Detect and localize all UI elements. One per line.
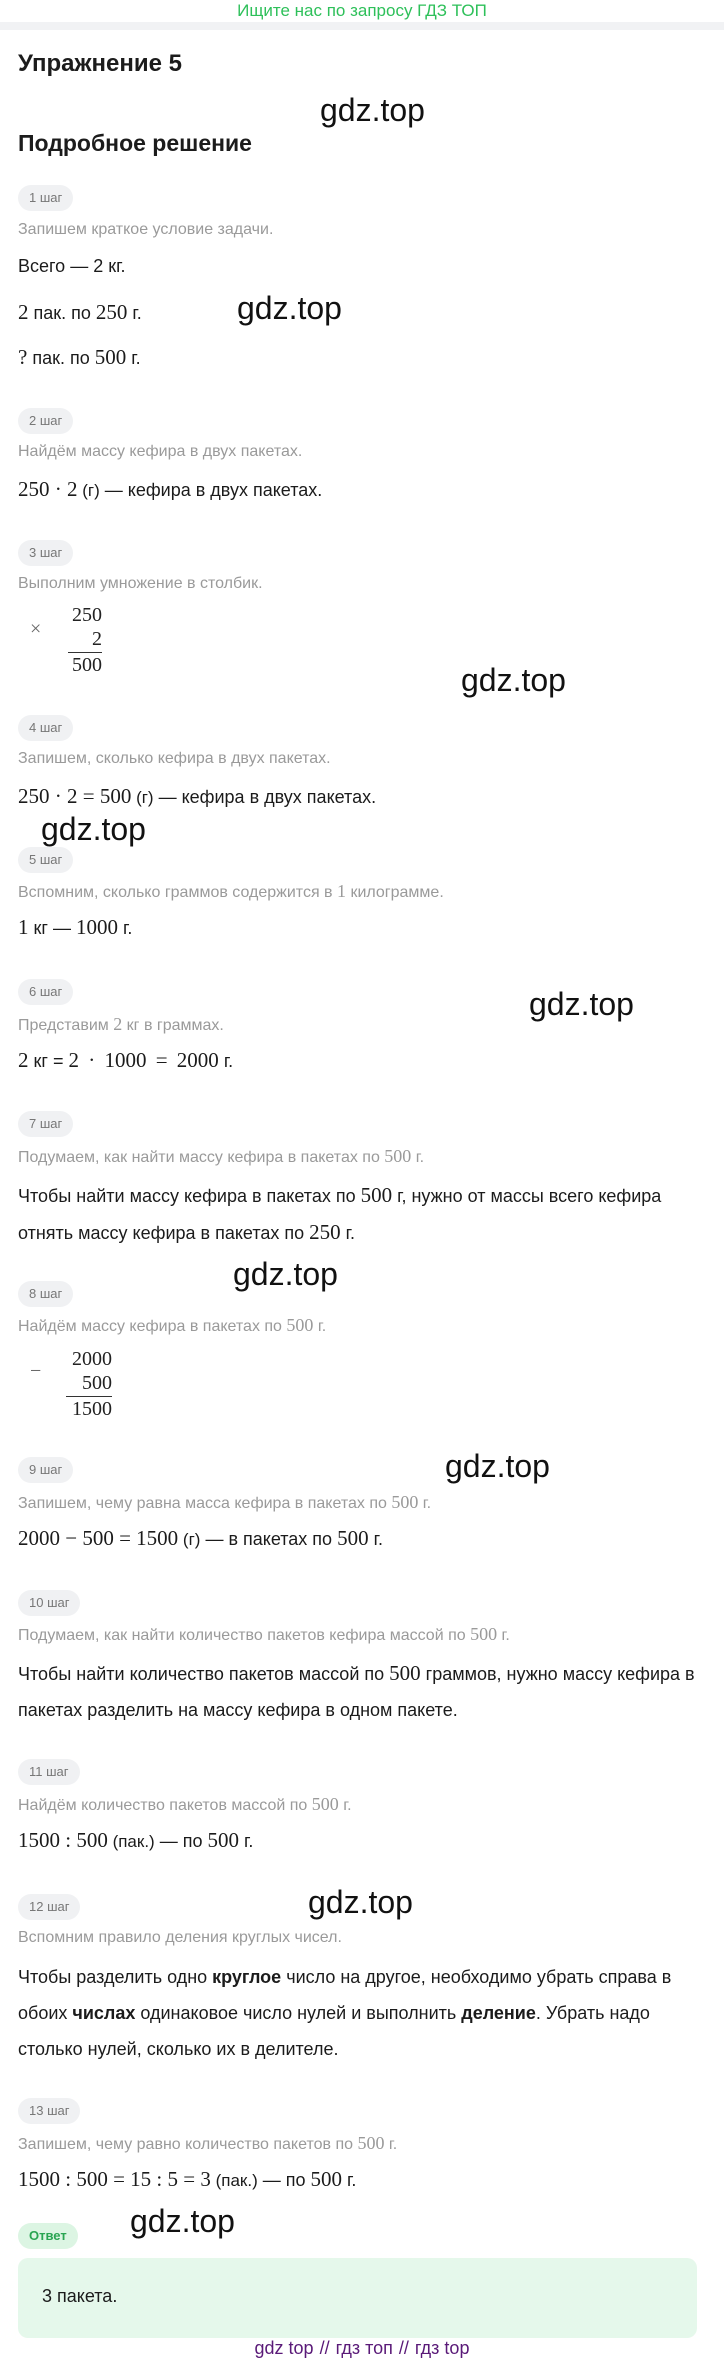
watermark: gdz.top xyxy=(445,1448,550,1484)
text: г. xyxy=(384,2136,398,2153)
text: г. xyxy=(127,303,142,323)
condition-line: Всего — 2 кг. xyxy=(18,256,126,276)
math: 500 xyxy=(389,1661,421,1685)
text: г. xyxy=(338,1797,352,1814)
step-badge: 12 шаг xyxy=(18,1894,80,1920)
step-hint: Найдём массу кефира в двух пакетах. xyxy=(18,443,303,460)
math: 500 xyxy=(337,1526,369,1550)
text: г. xyxy=(411,1149,425,1166)
math: ? xyxy=(18,345,28,369)
explanation xyxy=(18,1655,708,1728)
text: Вспомним, сколько граммов содержится в xyxy=(18,884,337,901)
step-badge: 13 шаг xyxy=(18,2098,80,2124)
text: — в пакетах по xyxy=(200,1529,338,1549)
math: 250 xyxy=(309,1220,341,1244)
math: 500 xyxy=(94,345,127,369)
step-hint xyxy=(18,1794,352,1815)
answer-box xyxy=(18,2258,697,2338)
text: г. xyxy=(497,1627,510,1644)
text: . Убрать надо столько нулей, сколько их в делителе. xyxy=(18,2003,650,2059)
text: кг = xyxy=(28,1051,69,1071)
step-hint xyxy=(18,1492,431,1513)
result-line xyxy=(66,1396,112,1397)
text: (пак.) xyxy=(107,1832,155,1851)
step-hint xyxy=(18,1624,510,1645)
step-hint xyxy=(18,2133,397,2154)
text: г. xyxy=(313,1318,327,1335)
step-badge: 7 шаг xyxy=(18,1111,73,1137)
explanation xyxy=(18,1177,708,1251)
operand: 250 xyxy=(72,604,102,626)
text: (пак.) xyxy=(210,2171,258,2190)
operand: 2 xyxy=(92,628,102,650)
math: 500 xyxy=(286,1315,314,1335)
text: г. xyxy=(117,918,133,938)
watermark: gdz.top xyxy=(41,811,146,847)
step-badge: 5 шаг xyxy=(18,847,73,873)
banner-divider xyxy=(0,22,724,30)
math: 500 xyxy=(311,1794,339,1814)
column-subtraction xyxy=(60,1344,112,1424)
watermark: gdz.top xyxy=(308,1884,413,1920)
footer-link[interactable]: гдз топ xyxy=(335,2338,393,2358)
text: — по xyxy=(257,2170,311,2190)
math-line xyxy=(18,1526,383,1551)
footer-link[interactable]: гдз top xyxy=(414,2338,470,2358)
bold-term: числах xyxy=(72,2003,136,2023)
step-badge: 11 шаг xyxy=(18,1759,80,1785)
column-multiplication xyxy=(60,600,102,680)
text: г, нужно от массы всего кефира отнять массу кефира в пакетах по xyxy=(18,1186,662,1243)
text: Найдём массу кефира в пакетах по xyxy=(18,1318,287,1335)
step-badge: 4 шаг xyxy=(18,715,73,741)
text: кг — xyxy=(28,918,76,938)
math: 1500 : 500 = 15 : 5 = 3 xyxy=(18,2167,211,2191)
step-hint: Выполним умножение в столбик. xyxy=(18,575,263,592)
text: граммов, нужно массу кефира в пакетах разделить на массу кефира в одном пакете. xyxy=(18,1664,695,1720)
math: 500 xyxy=(470,1624,498,1644)
math: 500 xyxy=(357,2133,385,2153)
math: 1 xyxy=(18,915,29,939)
math: 250 · 2 = 500 xyxy=(18,784,132,808)
step-hint xyxy=(18,881,444,902)
step-hint xyxy=(18,1146,424,1167)
separator: // xyxy=(398,2338,409,2358)
step-hint xyxy=(18,1014,224,1035)
text: Чтобы найти массу кефира в пакетах по xyxy=(18,1186,361,1206)
text: Подумаем, как найти массу кефира в пакетах по xyxy=(18,1149,385,1166)
text: Запишем, чему равно количество пакетов по xyxy=(18,2136,358,2153)
text: Чтобы найти количество пакетов массой по xyxy=(18,1664,390,1684)
step-hint: Вспомним правило деления круглых чисел. xyxy=(18,1929,342,1946)
math: 2 · 1000 = 2000 xyxy=(68,1048,219,1072)
text: г. xyxy=(342,2170,357,2190)
math: 2 xyxy=(18,1048,29,1072)
operand: 2000 xyxy=(72,1348,112,1370)
footer-link[interactable]: gdz top xyxy=(254,2338,314,2358)
text: г. xyxy=(238,1831,254,1851)
bold-term: круглое xyxy=(212,1967,282,1987)
explanation xyxy=(18,1959,708,2067)
exercise-title: Упражнение 5 xyxy=(18,50,182,77)
math-line xyxy=(18,1828,253,1853)
math: 500 xyxy=(391,1492,419,1512)
step-badge: 9 шаг xyxy=(18,1457,73,1483)
watermark: gdz.top xyxy=(237,290,342,326)
math: 500 xyxy=(207,1828,239,1852)
result: 1500 xyxy=(72,1398,112,1420)
text: килограмме. xyxy=(346,884,444,901)
text: г. xyxy=(218,1051,234,1071)
math: 250 · 2 xyxy=(18,477,78,501)
text: число на другое, необходимо убрать справа в обоих xyxy=(18,1967,672,2023)
footer-links xyxy=(0,2338,724,2359)
text: (г) xyxy=(178,1530,201,1549)
math-line xyxy=(18,1048,233,1073)
text: пак. по xyxy=(28,303,96,323)
math: 500 xyxy=(360,1183,393,1207)
text: Найдём количество пакетов массой по xyxy=(18,1797,312,1814)
math: 1500 : 500 xyxy=(18,1828,108,1852)
watermark: gdz.top xyxy=(130,2203,235,2239)
step-badge: 10 шаг xyxy=(18,1590,80,1616)
step-badge: 3 шаг xyxy=(18,540,73,566)
text: — кефира в двух пакетах. xyxy=(153,787,377,807)
multiply-sign: × xyxy=(30,618,42,640)
math: 1 xyxy=(337,881,346,901)
result-line xyxy=(68,652,102,653)
condition-line xyxy=(18,300,142,325)
step-badge: 1 шаг xyxy=(18,185,73,211)
search-banner[interactable]: Ищите нас по запросу ГДЗ ТОП xyxy=(237,1,487,20)
text: г. xyxy=(368,1529,383,1549)
math-line xyxy=(18,915,132,940)
text: — кефира в двух пакетах. xyxy=(99,480,323,500)
step-hint: Запишем, сколько кефира в двух пакетах. xyxy=(18,750,331,767)
operand: 500 xyxy=(82,1372,112,1394)
watermark: gdz.top xyxy=(233,1256,338,1292)
step-badge: 6 шаг xyxy=(18,979,73,1005)
math: 2 xyxy=(113,1014,123,1034)
condition-line xyxy=(18,345,141,370)
text: г. xyxy=(340,1223,356,1243)
step-badge: 2 шаг xyxy=(18,408,73,434)
text: г. xyxy=(418,1495,432,1512)
bold-term: деление xyxy=(461,2003,536,2023)
text: — по xyxy=(154,1831,208,1851)
math-line xyxy=(18,2167,356,2192)
math: 2000 − 500 = 1500 xyxy=(18,1526,179,1550)
text: (г) xyxy=(131,788,154,807)
text: Запишем, чему равна масса кефира в пакетах по xyxy=(18,1495,392,1512)
math: 2 xyxy=(18,300,29,324)
text: Представим xyxy=(18,1017,114,1034)
text: г. xyxy=(126,348,141,368)
step-hint: Запишем краткое условие задачи. xyxy=(18,221,274,238)
answer-badge: Ответ xyxy=(18,2223,78,2249)
solution-title: Подробное решение xyxy=(18,130,252,156)
text: одинаковое число нулей и выполнить xyxy=(135,2003,462,2023)
step-badge: 8 шаг xyxy=(18,1281,73,1307)
answer-text: 3 пакета. xyxy=(42,2286,118,2306)
watermark: gdz.top xyxy=(320,92,425,128)
math-line xyxy=(18,477,322,502)
watermark: gdz.top xyxy=(461,662,566,698)
math-line xyxy=(18,784,376,809)
math: 500 xyxy=(384,1146,412,1166)
math: 250 xyxy=(95,300,128,324)
result: 500 xyxy=(72,654,102,676)
math: 1000 xyxy=(75,915,118,939)
step-hint xyxy=(18,1315,326,1336)
text: кг в граммах. xyxy=(122,1017,224,1034)
watermark: gdz.top xyxy=(529,986,634,1022)
text: пак. по xyxy=(27,348,95,368)
text: Чтобы разделить одно xyxy=(18,1967,213,1987)
separator: // xyxy=(319,2338,330,2358)
minus-sign: − xyxy=(30,1360,42,1382)
math: 500 xyxy=(310,2167,342,2191)
text: (г) xyxy=(77,481,100,500)
text: Подумаем, как найти количество пакетов кефира массой по xyxy=(18,1627,471,1644)
